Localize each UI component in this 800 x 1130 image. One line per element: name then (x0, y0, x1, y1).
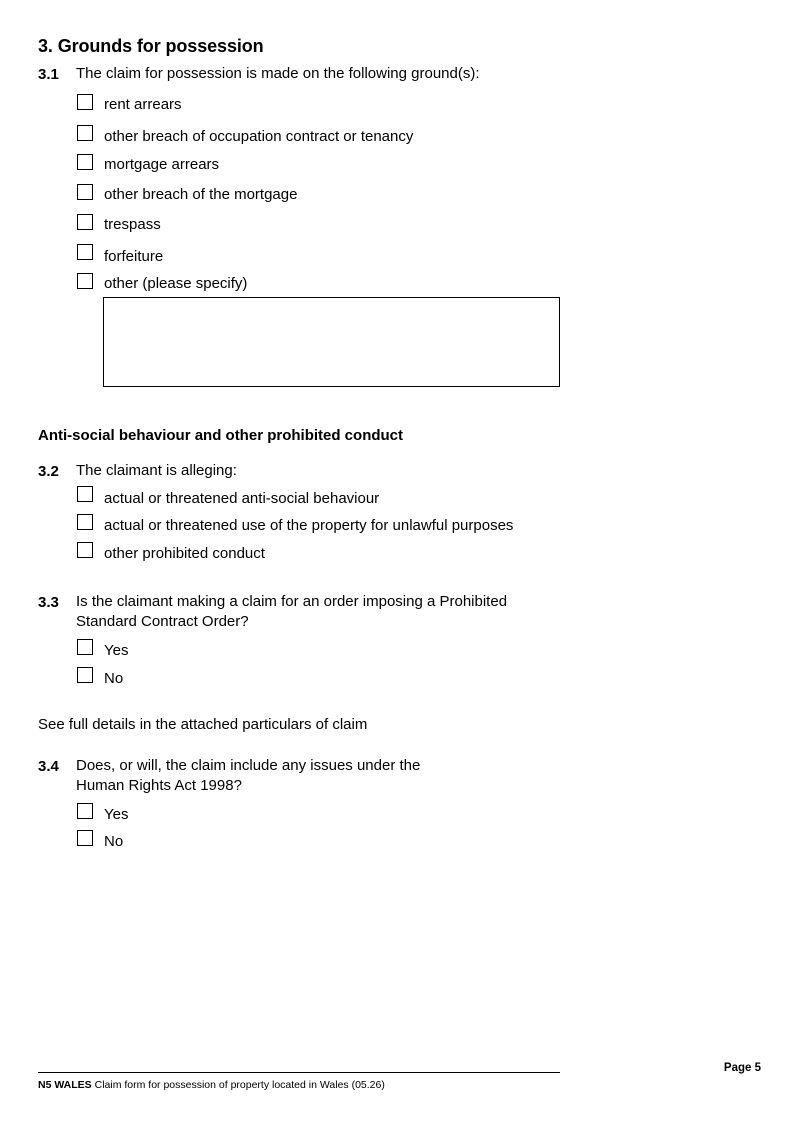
checkbox-other-specify[interactable] (77, 273, 93, 289)
question-text-3-2: The claimant is alleging: (76, 462, 237, 479)
checkbox-3-3-yes[interactable] (77, 639, 93, 655)
other-specify-textbox[interactable] (103, 297, 560, 387)
question-text-3-1: The claim for possession is made on the following ground(s): (76, 65, 480, 82)
question-number-3-3: 3.3 (38, 594, 59, 611)
section-title: 3. Grounds for possession (38, 36, 264, 56)
checkbox-other-prohibited[interactable] (77, 542, 93, 558)
option-label: rent arrears (104, 96, 182, 113)
option-label: other prohibited conduct (104, 545, 265, 562)
checkbox-rent-arrears[interactable] (77, 94, 93, 110)
option-label: No (104, 833, 124, 850)
footer-form-info (38, 1079, 385, 1091)
checkbox-other-breach-contract[interactable] (77, 125, 93, 141)
checkbox-unlawful-purposes[interactable] (77, 514, 93, 530)
option-label: other breach of the mortgage (104, 186, 298, 203)
footer-form-code: N5 WALES (38, 1079, 92, 1091)
option-label: Yes (104, 806, 129, 823)
question-number-3-1: 3.1 (38, 66, 59, 83)
checkbox-3-4-yes[interactable] (77, 803, 93, 819)
option-label: trespass (104, 216, 161, 233)
question-text-3-3-line1: Is the claimant making a claim for an order imposing a Prohibited (76, 593, 508, 610)
option-label: No (104, 670, 124, 687)
checkbox-forfeiture[interactable] (77, 244, 93, 260)
page-number: Page 5 (723, 1062, 761, 1074)
option-label: other breach of occupation contract or tenancy (104, 128, 414, 145)
checkbox-3-4-no[interactable] (77, 830, 93, 846)
question-text-3-4-line2: Human Rights Act 1998? (76, 777, 242, 794)
option-label: mortgage arrears (104, 156, 220, 173)
question-text-3-4-line1: Does, or will, the claim include any issues under the (76, 757, 421, 774)
option-label: actual or threatened use of the property for unlawful purposes (104, 517, 514, 534)
option-label: other (please specify) (104, 275, 248, 292)
footer-divider (38, 1072, 560, 1073)
checkbox-antisocial-behaviour[interactable] (77, 486, 93, 502)
question-number-3-4: 3.4 (38, 758, 59, 775)
checkbox-mortgage-arrears[interactable] (77, 154, 93, 170)
question-text-3-3-line2: Standard Contract Order? (76, 613, 249, 630)
option-label: forfeiture (104, 248, 164, 265)
particulars-note: See full details in the attached particulars of claim (38, 716, 368, 733)
checkbox-3-3-no[interactable] (77, 667, 93, 683)
option-label: actual or threatened anti-social behaviour (104, 490, 380, 507)
checkbox-other-breach-mortgage[interactable] (77, 184, 93, 200)
checkbox-trespass[interactable] (77, 214, 93, 230)
footer-form-title: Claim form for possession of property located in Wales (05.26) (94, 1079, 385, 1091)
question-number-3-2: 3.2 (38, 463, 59, 480)
option-label: Yes (104, 642, 129, 659)
subheading-antisocial: Anti-social behaviour and other prohibited conduct (38, 427, 404, 444)
